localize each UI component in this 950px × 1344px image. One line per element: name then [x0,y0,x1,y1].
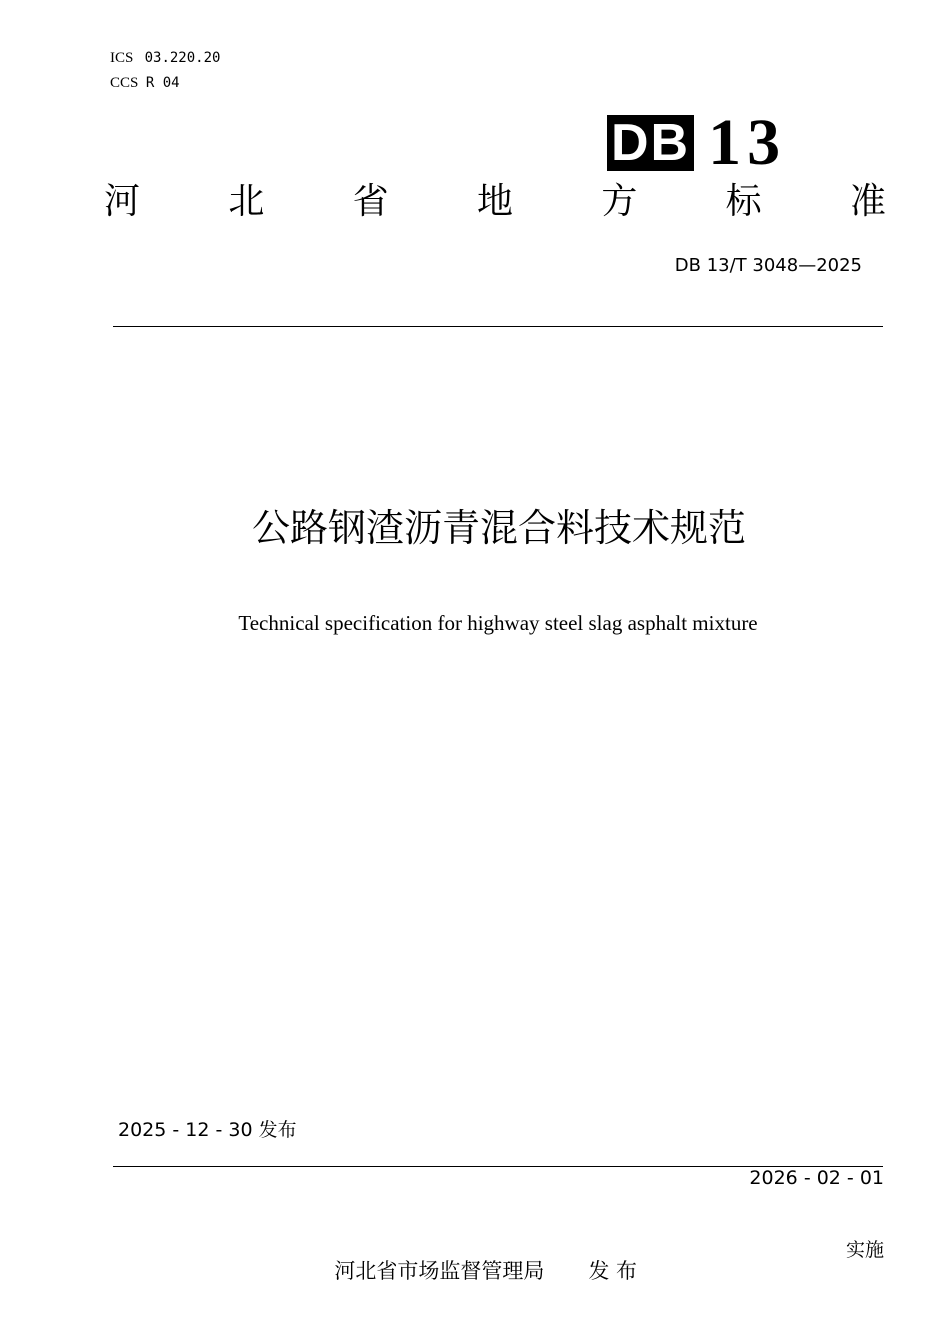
document-title-english: Technical specification for highway steel slag asphalt mixture [238,611,758,635]
issuing-authority-title [104,180,886,224]
db-logo [607,106,787,179]
org-char: 准 [849,181,886,222]
document-title-chinese: 公路钢渣沥青混合料技术规范 [251,506,746,550]
ccs-classification [110,74,180,93]
ccs-label: CCS [110,75,139,91]
implementation-label: 实施 [845,1239,884,1261]
ics-classification [110,49,220,68]
ics-code: 03.220.20 [144,50,221,66]
publisher-action: 发 布 [588,1259,638,1283]
org-char: 标 [725,181,762,222]
top-divider [113,326,883,327]
publisher-name: 河北省市场监督管理局 [334,1259,545,1283]
db-logo-mark: DB [607,115,694,171]
ccs-code: R 04 [145,75,180,91]
org-char: 省 [352,181,389,222]
org-char: 河 [104,181,141,222]
org-char: 北 [228,181,265,222]
org-char: 地 [476,181,513,222]
db-logo-number: 13 [708,106,787,179]
bottom-divider [113,1166,883,1167]
org-char: 方 [601,181,638,222]
publisher-line [0,1229,950,1285]
ics-label: ICS [110,50,134,66]
issue-date: 2025 - 12 - 30 发布 [118,1119,297,1141]
implementation-date: 2026 - 02 - 01 [749,1167,884,1189]
standard-number: DB 13/T 3048—2025 [674,255,862,276]
